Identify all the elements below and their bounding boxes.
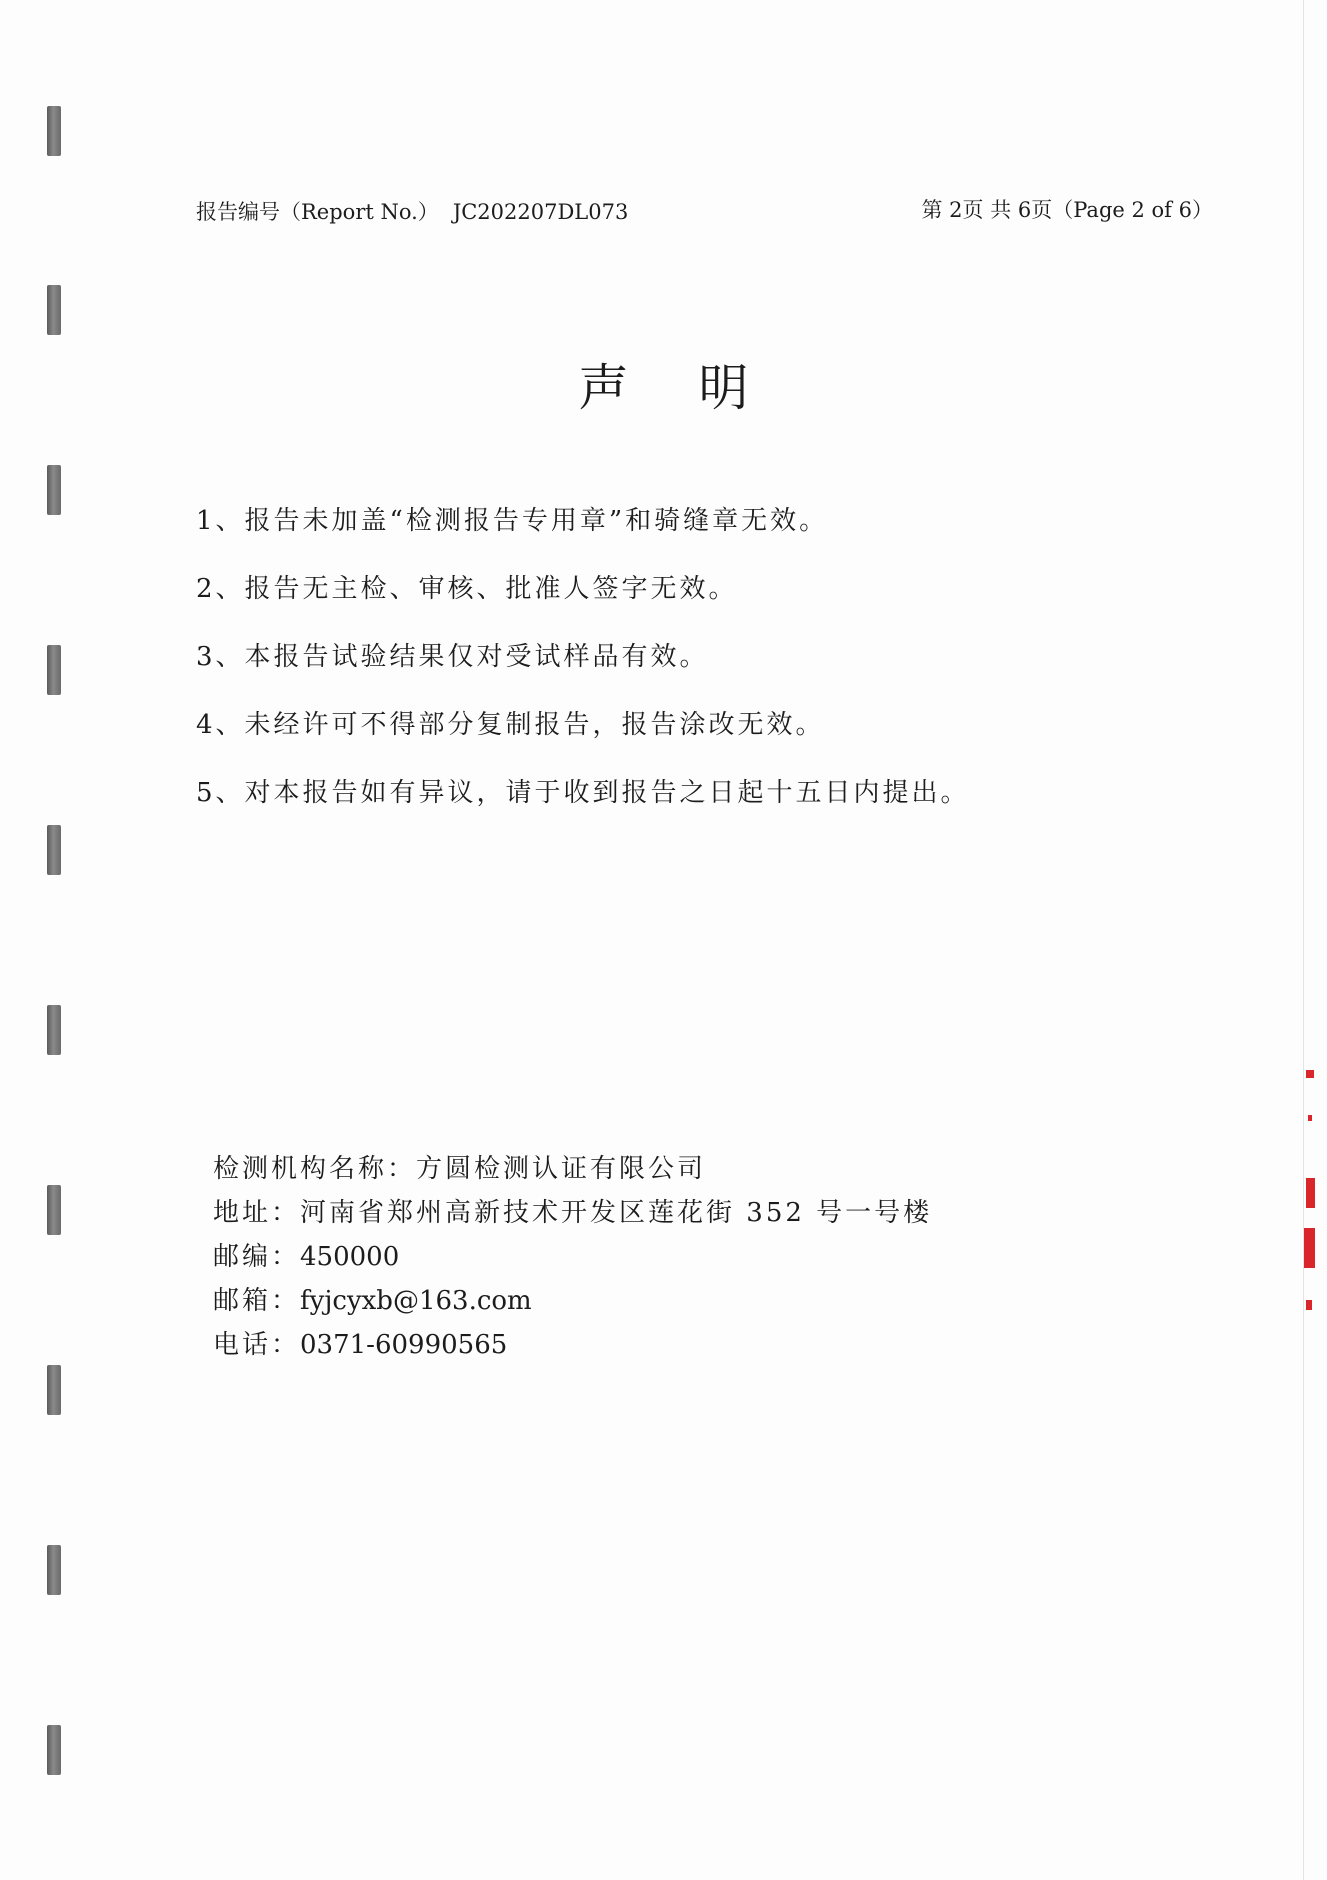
address-label: 地址：: [213, 1198, 301, 1228]
email-value: fyjcyxb@163.com: [300, 1286, 532, 1316]
binding-mark: [47, 1365, 61, 1415]
contact-info: [213, 1148, 932, 1368]
statement-item: 3、本报告试验结果仅对受试样品有效。: [196, 642, 709, 672]
postcode-value: 450000: [300, 1242, 400, 1272]
statement-list: [196, 500, 970, 840]
binding-mark: [47, 1005, 61, 1055]
binding-mark: [47, 285, 61, 335]
binding-mark: [47, 106, 61, 156]
page-info: 第 2页 共 6页（Page 2 of 6）: [921, 198, 1213, 222]
org-row: [213, 1148, 932, 1192]
report-number: [196, 196, 628, 226]
scan-edge-line: [1303, 0, 1304, 1880]
org-value: 方圆检测认证有限公司: [416, 1154, 707, 1184]
binding-mark: [47, 1725, 61, 1775]
email-row: [213, 1280, 932, 1324]
page-title: 声明: [578, 359, 819, 417]
report-number-value: JC202207DL073: [452, 200, 629, 224]
binding-mark: [47, 465, 61, 515]
statement-item: 1、报告未加盖“检测报告专用章”和骑缝章无效。: [196, 506, 829, 536]
phone-label: 电话：: [213, 1330, 301, 1360]
email-label: 邮箱：: [213, 1286, 301, 1316]
postcode-label: 邮编：: [213, 1242, 301, 1272]
phone-row: [213, 1324, 932, 1368]
statement-item: 4、未经许可不得部分复制报告，报告涂改无效。: [196, 710, 825, 740]
postcode-row: [213, 1236, 932, 1280]
binding-mark: [47, 825, 61, 875]
report-number-label: 报告编号（Report No.）: [196, 200, 439, 224]
org-label: 检测机构名称：: [213, 1154, 417, 1184]
address-value: 河南省郑州高新技术开发区莲花街 352 号一号楼: [300, 1198, 933, 1228]
binding-mark: [47, 1185, 61, 1235]
binding-mark: [47, 645, 61, 695]
statement-item: 2、报告无主检、审核、批准人签字无效。: [196, 574, 738, 604]
phone-value: 0371-60990565: [300, 1330, 508, 1360]
statement-item: 5、对本报告如有异议，请于收到报告之日起十五日内提出。: [196, 778, 970, 808]
binding-mark: [47, 1545, 61, 1595]
address-row: [213, 1192, 932, 1236]
